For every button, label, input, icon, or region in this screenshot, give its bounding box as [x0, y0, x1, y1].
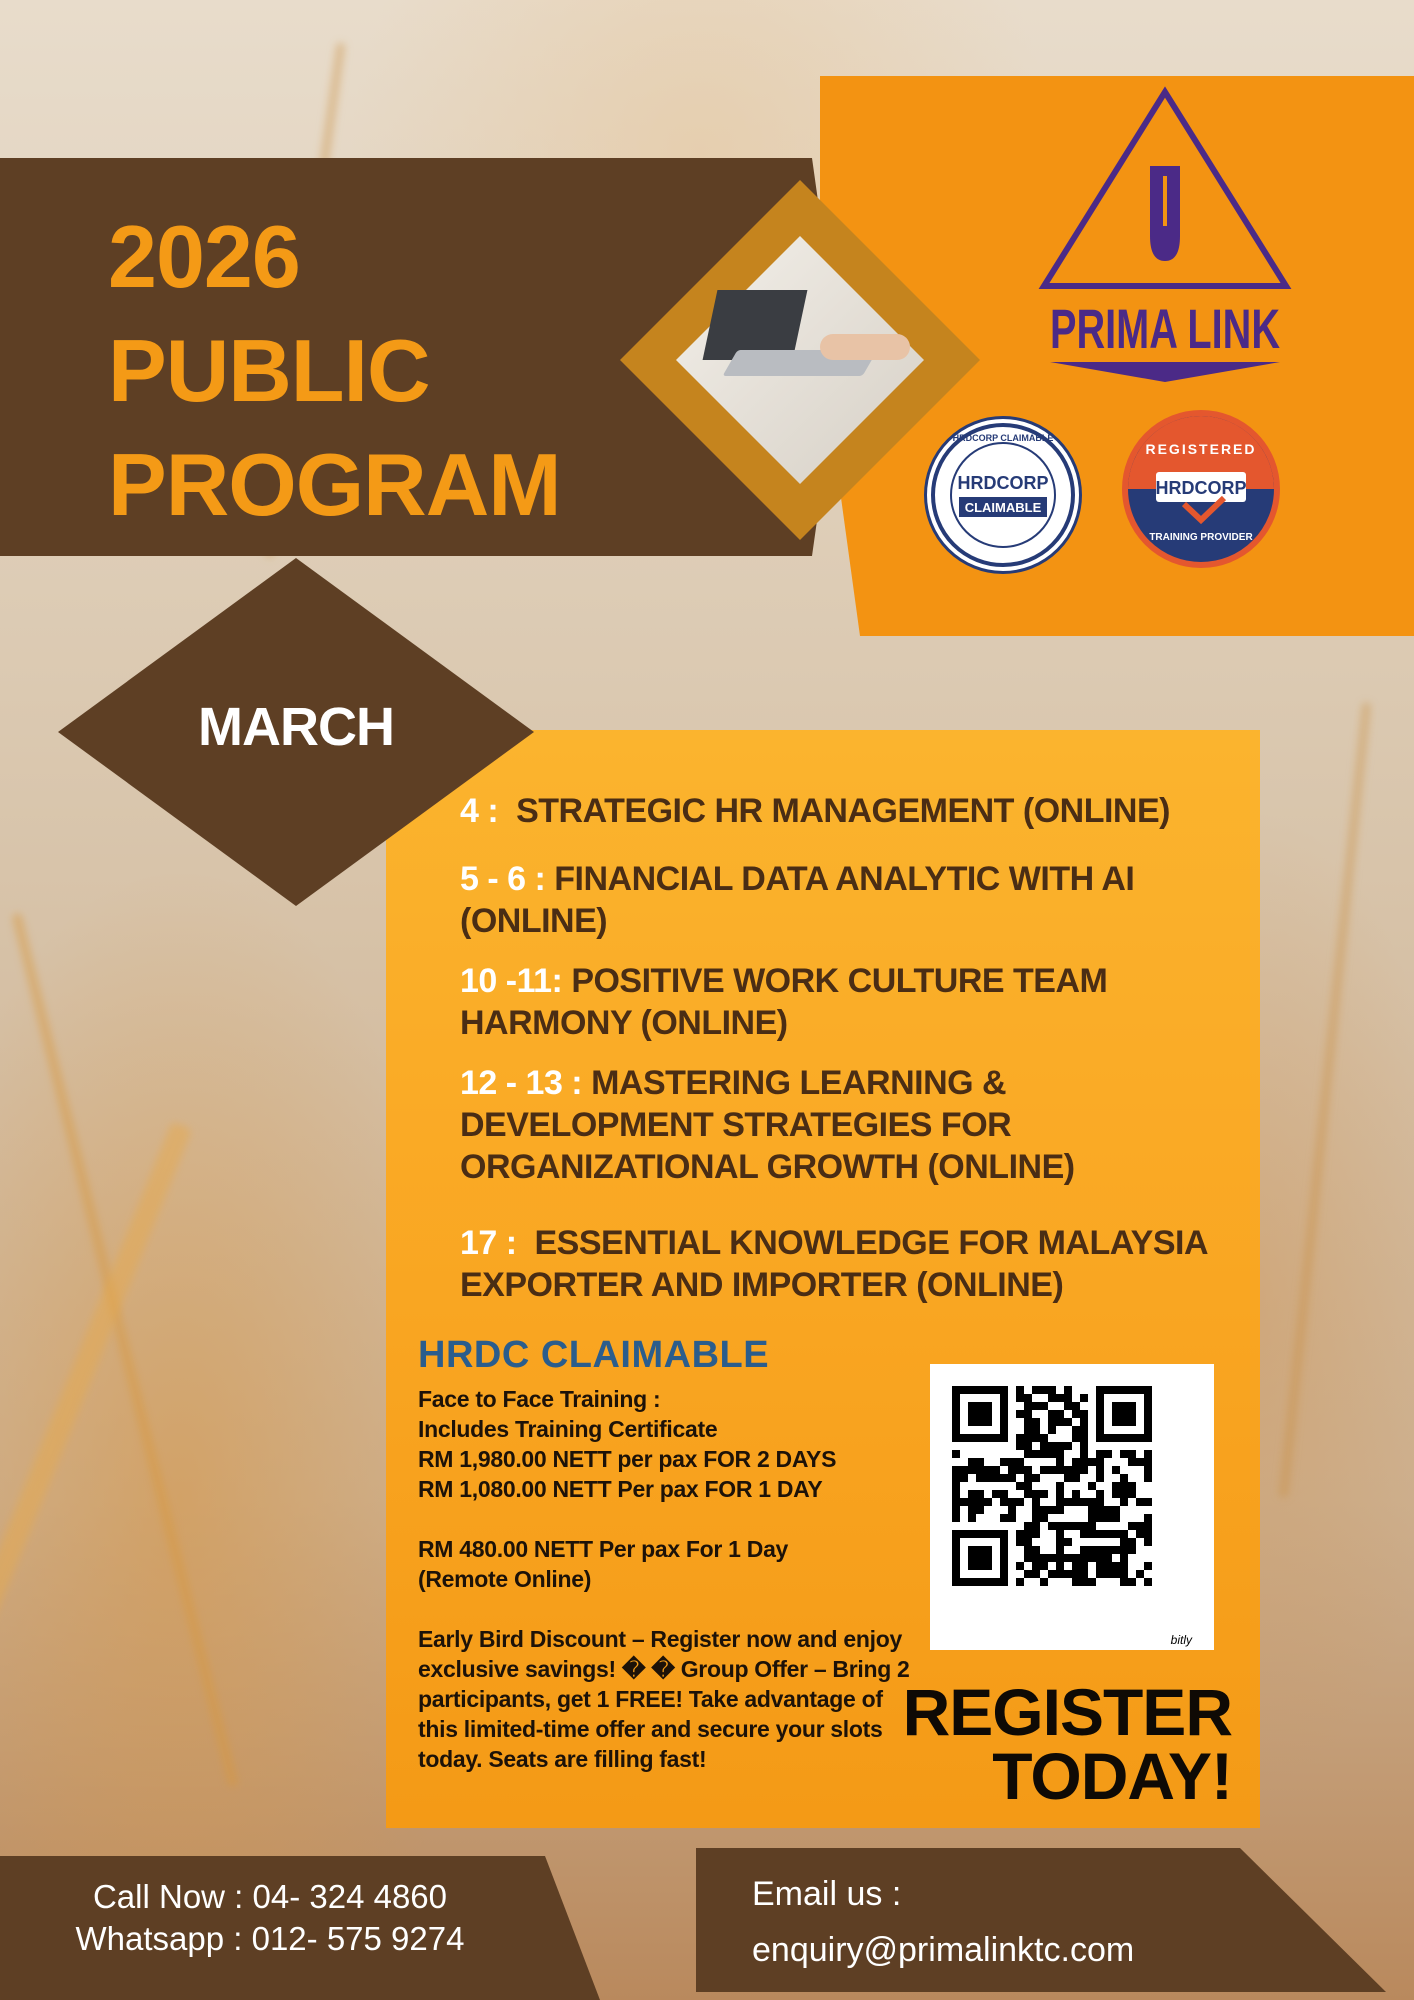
badge-registered-text: REGISTERED: [1145, 441, 1257, 457]
badge-training-provider-text: TRAINING PROVIDER: [1149, 532, 1253, 543]
hrdc-registered-badge: [1122, 410, 1280, 568]
prima-link-logo: [1030, 86, 1300, 386]
typing-hand-shape: [820, 334, 910, 360]
title-line-year: 2026: [108, 207, 300, 306]
event-date: 17 :: [460, 1224, 517, 1262]
register-today-cta: [892, 1675, 1232, 1813]
event-item: [460, 1222, 1220, 1306]
title-line-program: PROGRAM: [108, 435, 561, 534]
event-title: FINANCIAL DATA ANALYTIC WITH AI (ONLINE): [460, 860, 1135, 940]
event-title: MASTERING LEARNING & DEVELOPMENT STRATEGIES FOR ORGANIZATIONAL GROWTH (ONLINE): [460, 1064, 1075, 1186]
cta-line-today: TODAY!: [992, 1739, 1232, 1813]
event-date: 12 - 13 :: [460, 1064, 583, 1102]
event-item: [460, 790, 1220, 832]
wheat-stalk-decoration: [1278, 702, 1372, 1499]
email-address[interactable]: enquiry@primalinktc.com: [752, 1931, 1135, 1969]
badge-ring-text: HRDCORP CLAIMABLE: [952, 433, 1054, 443]
call-now-number[interactable]: Call Now : 04- 324 4860: [92, 1878, 448, 1915]
brand-name: PRIMA LINK: [1050, 297, 1280, 360]
event-list: [460, 790, 1220, 1306]
month-label: MARCH: [198, 697, 394, 757]
event-item: [460, 858, 1220, 942]
qr-caption: bitly: [1170, 1633, 1192, 1647]
pricing-line: Face to Face Training :: [418, 1386, 661, 1412]
event-date: 4 :: [460, 792, 499, 830]
event-title: POSITIVE WORK CULTURE TEAM HARMONY (ONLINE): [460, 962, 1108, 1042]
event-item: [460, 1062, 1220, 1188]
pricing-line: RM 1,980.00 NETT per pax FOR 2 DAYS: [418, 1446, 837, 1472]
page-title: [108, 200, 561, 542]
pricing-line: Includes Training Certificate: [418, 1416, 718, 1442]
event-title: STRATEGIC HR MANAGEMENT (ONLINE): [516, 792, 1170, 830]
wheat-stalk-decoration: [11, 912, 238, 1788]
pricing-line: RM 1,080.00 NETT Per pax FOR 1 DAY: [418, 1476, 823, 1502]
cta-line-register: REGISTER: [902, 1675, 1232, 1749]
whatsapp-number[interactable]: Whatsapp : 012- 575 9274: [75, 1920, 465, 1957]
email-contact: [752, 1866, 1134, 1978]
title-line-public: PUBLIC: [108, 321, 430, 420]
email-label: Email us :: [752, 1875, 902, 1913]
phone-contacts: [0, 1876, 540, 1960]
hrdc-claimable-badge: [924, 416, 1082, 574]
badge-brand: HRDCORP: [957, 473, 1049, 493]
promo-text: Early Bird Discount – Register now and enjoy exclusive savings! � � Group Offer – Bring 2 participants, get 1 FREE! Take advantage of this limited-time offer and secure your slots today. Seats are filling fast!: [418, 1626, 910, 1772]
event-item: [460, 960, 1220, 1044]
badge-claimable-label: CLAIMABLE: [964, 500, 1042, 515]
event-date: 10 -11:: [460, 962, 563, 1000]
event-date: 5 - 6 :: [460, 860, 546, 898]
online-price-line: (Remote Online): [418, 1566, 592, 1592]
registration-qr-code[interactable]: [930, 1364, 1214, 1650]
qr-code-icon: [930, 1364, 1214, 1650]
event-title: ESSENTIAL KNOWLEDGE FOR MALAYSIA EXPORTER AND IMPORTER (ONLINE): [460, 1224, 1207, 1304]
badge-registered-brand: HRDCORP: [1155, 478, 1247, 498]
hrdc-claimable-heading: HRDC CLAIMABLE: [418, 1334, 770, 1376]
pricing-info: [418, 1384, 918, 1774]
online-price-line: RM 480.00 NETT Per pax For 1 Day: [418, 1536, 789, 1562]
